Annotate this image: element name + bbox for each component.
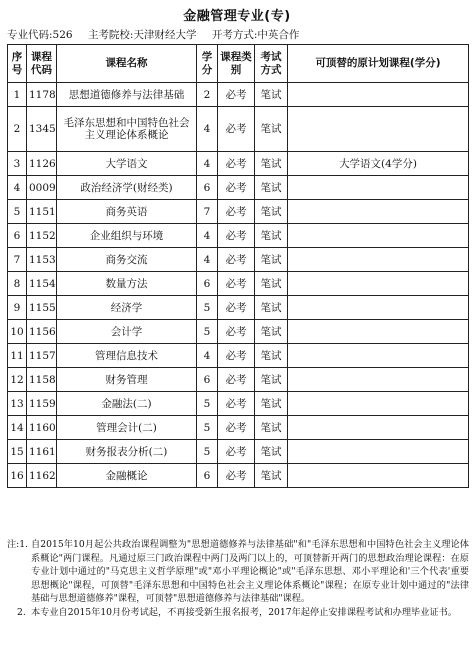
major-code: 专业代码:526	[7, 29, 73, 41]
note-1-label: 注:1.	[7, 539, 29, 550]
table-header-row	[8, 45, 469, 83]
cell-code: 0009	[27, 176, 57, 200]
table-row	[8, 344, 469, 368]
cell-credit: 4	[197, 107, 218, 152]
cell-name: 管理信息技术	[57, 344, 197, 368]
cell-seq: 4	[8, 176, 27, 200]
cell-type: 必考	[218, 272, 255, 296]
cell-seq: 11	[8, 344, 27, 368]
cell-type: 必考	[218, 152, 255, 176]
cell-credit: 6	[197, 272, 218, 296]
note-2	[7, 606, 469, 620]
cell-type: 必考	[218, 320, 255, 344]
cell-code: 1178	[27, 83, 57, 107]
cell-sub	[288, 392, 469, 416]
table-row	[8, 107, 469, 152]
course-table	[7, 44, 469, 488]
cell-credit: 4	[197, 224, 218, 248]
cell-credit: 4	[197, 152, 218, 176]
cell-exam: 笔试	[255, 152, 288, 176]
note-2-label: 2.	[17, 606, 26, 618]
table-row	[8, 224, 469, 248]
cell-name: 管理会计(二)	[57, 416, 197, 440]
table-row	[8, 176, 469, 200]
header-type: 课程类别	[218, 45, 255, 83]
cell-code: 1156	[27, 320, 57, 344]
cell-name: 金融法(二)	[57, 392, 197, 416]
table-body	[8, 83, 469, 488]
cell-exam: 笔试	[255, 344, 288, 368]
cell-seq: 6	[8, 224, 27, 248]
header-credit: 学分	[197, 45, 218, 83]
cell-credit: 2	[197, 83, 218, 107]
cell-code: 1158	[27, 368, 57, 392]
cell-code: 1161	[27, 440, 57, 464]
cell-seq: 2	[8, 107, 27, 152]
cell-exam: 笔试	[255, 272, 288, 296]
cell-code: 1152	[27, 224, 57, 248]
cell-name: 数量方法	[57, 272, 197, 296]
table-row	[8, 440, 469, 464]
cell-type: 必考	[218, 224, 255, 248]
table-row	[8, 83, 469, 107]
cell-exam: 笔试	[255, 464, 288, 488]
cell-exam: 笔试	[255, 224, 288, 248]
cell-sub	[288, 224, 469, 248]
cell-type: 必考	[218, 83, 255, 107]
cell-code: 1160	[27, 416, 57, 440]
table-row	[8, 320, 469, 344]
cell-credit: 5	[197, 320, 218, 344]
cell-name: 毛泽东思想和中国特色社会主义理论体系概论	[57, 107, 197, 152]
cell-sub	[288, 200, 469, 224]
cell-type: 必考	[218, 107, 255, 152]
cell-type: 必考	[218, 440, 255, 464]
cell-credit: 4	[197, 248, 218, 272]
cell-seq: 13	[8, 392, 27, 416]
table-row	[8, 416, 469, 440]
cell-sub	[288, 296, 469, 320]
cell-name: 思想道德修养与法律基础	[57, 83, 197, 107]
cell-code: 1153	[27, 248, 57, 272]
cell-type: 必考	[218, 296, 255, 320]
exam-mode: 开考方式:中英合作	[211, 29, 300, 41]
cell-type: 必考	[218, 416, 255, 440]
cell-seq: 16	[8, 464, 27, 488]
cell-name: 企业组织与环境	[57, 224, 197, 248]
cell-sub	[288, 176, 469, 200]
cell-code: 1159	[27, 392, 57, 416]
cell-type: 必考	[218, 176, 255, 200]
cell-code: 1157	[27, 344, 57, 368]
cell-seq: 9	[8, 296, 27, 320]
major-info	[7, 27, 311, 42]
cell-name: 会计学	[57, 320, 197, 344]
cell-name: 金融概论	[57, 464, 197, 488]
cell-type: 必考	[218, 368, 255, 392]
cell-exam: 笔试	[255, 320, 288, 344]
cell-seq: 15	[8, 440, 27, 464]
cell-code: 1151	[27, 200, 57, 224]
cell-exam: 笔试	[255, 296, 288, 320]
cell-exam: 笔试	[255, 368, 288, 392]
cell-sub	[288, 464, 469, 488]
cell-sub	[288, 440, 469, 464]
page-title: 金融管理专业(专)	[183, 9, 291, 24]
cell-name: 政治经济学(财经类)	[57, 176, 197, 200]
cell-code: 1126	[27, 152, 57, 176]
cell-exam: 笔试	[255, 440, 288, 464]
cell-name: 大学语文	[57, 152, 197, 176]
cell-credit: 5	[197, 416, 218, 440]
cell-exam: 笔试	[255, 176, 288, 200]
cell-code: 1154	[27, 272, 57, 296]
cell-code: 1155	[27, 296, 57, 320]
note-1-text: 自2015年10月起公共政治课程调整为"思想道德修养与法律基础"和"毛泽东思想和中国特色社会主义理论体系概论"两门课程。凡通过原三门政治课程中两门及两门以上的，可顶替新开两门的思想政治理论课程：在原专业计划中通过的"马克思主义哲学原理"或"邓小平理论概论"或"毛泽东思想、邓小平理论和'三个代表'重要思想概论"课程，可顶替"毛泽东思想和中国特色社会主义理论体系概论"课程；在原专业计划中通过的"法律基础与思想道德修养"课程，可顶替"思想道德修养与法律基础"课程。	[31, 539, 469, 604]
table-row	[8, 200, 469, 224]
cell-seq: 5	[8, 200, 27, 224]
header-code: 课程代码	[27, 45, 57, 83]
cell-code: 1162	[27, 464, 57, 488]
cell-sub	[288, 248, 469, 272]
table-row	[8, 296, 469, 320]
cell-sub	[288, 416, 469, 440]
cell-name: 财务报表分析(二)	[57, 440, 197, 464]
cell-type: 必考	[218, 200, 255, 224]
cell-seq: 3	[8, 152, 27, 176]
cell-sub	[288, 272, 469, 296]
cell-exam: 笔试	[255, 200, 288, 224]
table-row	[8, 248, 469, 272]
cell-exam: 笔试	[255, 83, 288, 107]
cell-credit: 6	[197, 464, 218, 488]
cell-credit: 7	[197, 200, 218, 224]
cell-type: 必考	[218, 392, 255, 416]
cell-name: 商务交流	[57, 248, 197, 272]
cell-sub	[288, 368, 469, 392]
cell-sub	[288, 320, 469, 344]
cell-seq: 8	[8, 272, 27, 296]
cell-exam: 笔试	[255, 248, 288, 272]
note-1	[7, 538, 469, 606]
header-substitute: 可顶替的原计划课程(学分)	[288, 45, 469, 83]
cell-seq: 7	[8, 248, 27, 272]
cell-name: 财务管理	[57, 368, 197, 392]
cell-credit: 6	[197, 368, 218, 392]
cell-credit: 6	[197, 176, 218, 200]
cell-seq: 10	[8, 320, 27, 344]
cell-seq: 12	[8, 368, 27, 392]
table-row	[8, 272, 469, 296]
table-row	[8, 152, 469, 176]
table-row	[8, 464, 469, 488]
cell-code: 1345	[27, 107, 57, 152]
cell-seq: 1	[8, 83, 27, 107]
cell-sub	[288, 83, 469, 107]
notes	[7, 538, 469, 619]
note-2-text: 本专业自2015年10月份考试起，不再接受新生报名报考，2017年起停止安排课程考试和办理毕业证书。	[31, 606, 457, 618]
cell-type: 必考	[218, 248, 255, 272]
cell-credit: 4	[197, 344, 218, 368]
header-exam: 考试方式	[255, 45, 288, 83]
table-row	[8, 392, 469, 416]
cell-exam: 笔试	[255, 392, 288, 416]
cell-name: 商务英语	[57, 200, 197, 224]
cell-credit: 5	[197, 296, 218, 320]
cell-exam: 笔试	[255, 107, 288, 152]
header-name: 课程名称	[57, 45, 197, 83]
table-row	[8, 368, 469, 392]
cell-type: 必考	[218, 344, 255, 368]
cell-name: 经济学	[57, 296, 197, 320]
header-seq: 序号	[8, 45, 27, 83]
cell-seq: 14	[8, 416, 27, 440]
cell-type: 必考	[218, 464, 255, 488]
cell-credit: 5	[197, 440, 218, 464]
cell-sub: 大学语文(4学分)	[288, 152, 469, 176]
cell-credit: 5	[197, 392, 218, 416]
cell-exam: 笔试	[255, 416, 288, 440]
exam-school: 主考院校:天津财经大学	[87, 29, 197, 41]
cell-sub	[288, 107, 469, 152]
cell-sub	[288, 344, 469, 368]
